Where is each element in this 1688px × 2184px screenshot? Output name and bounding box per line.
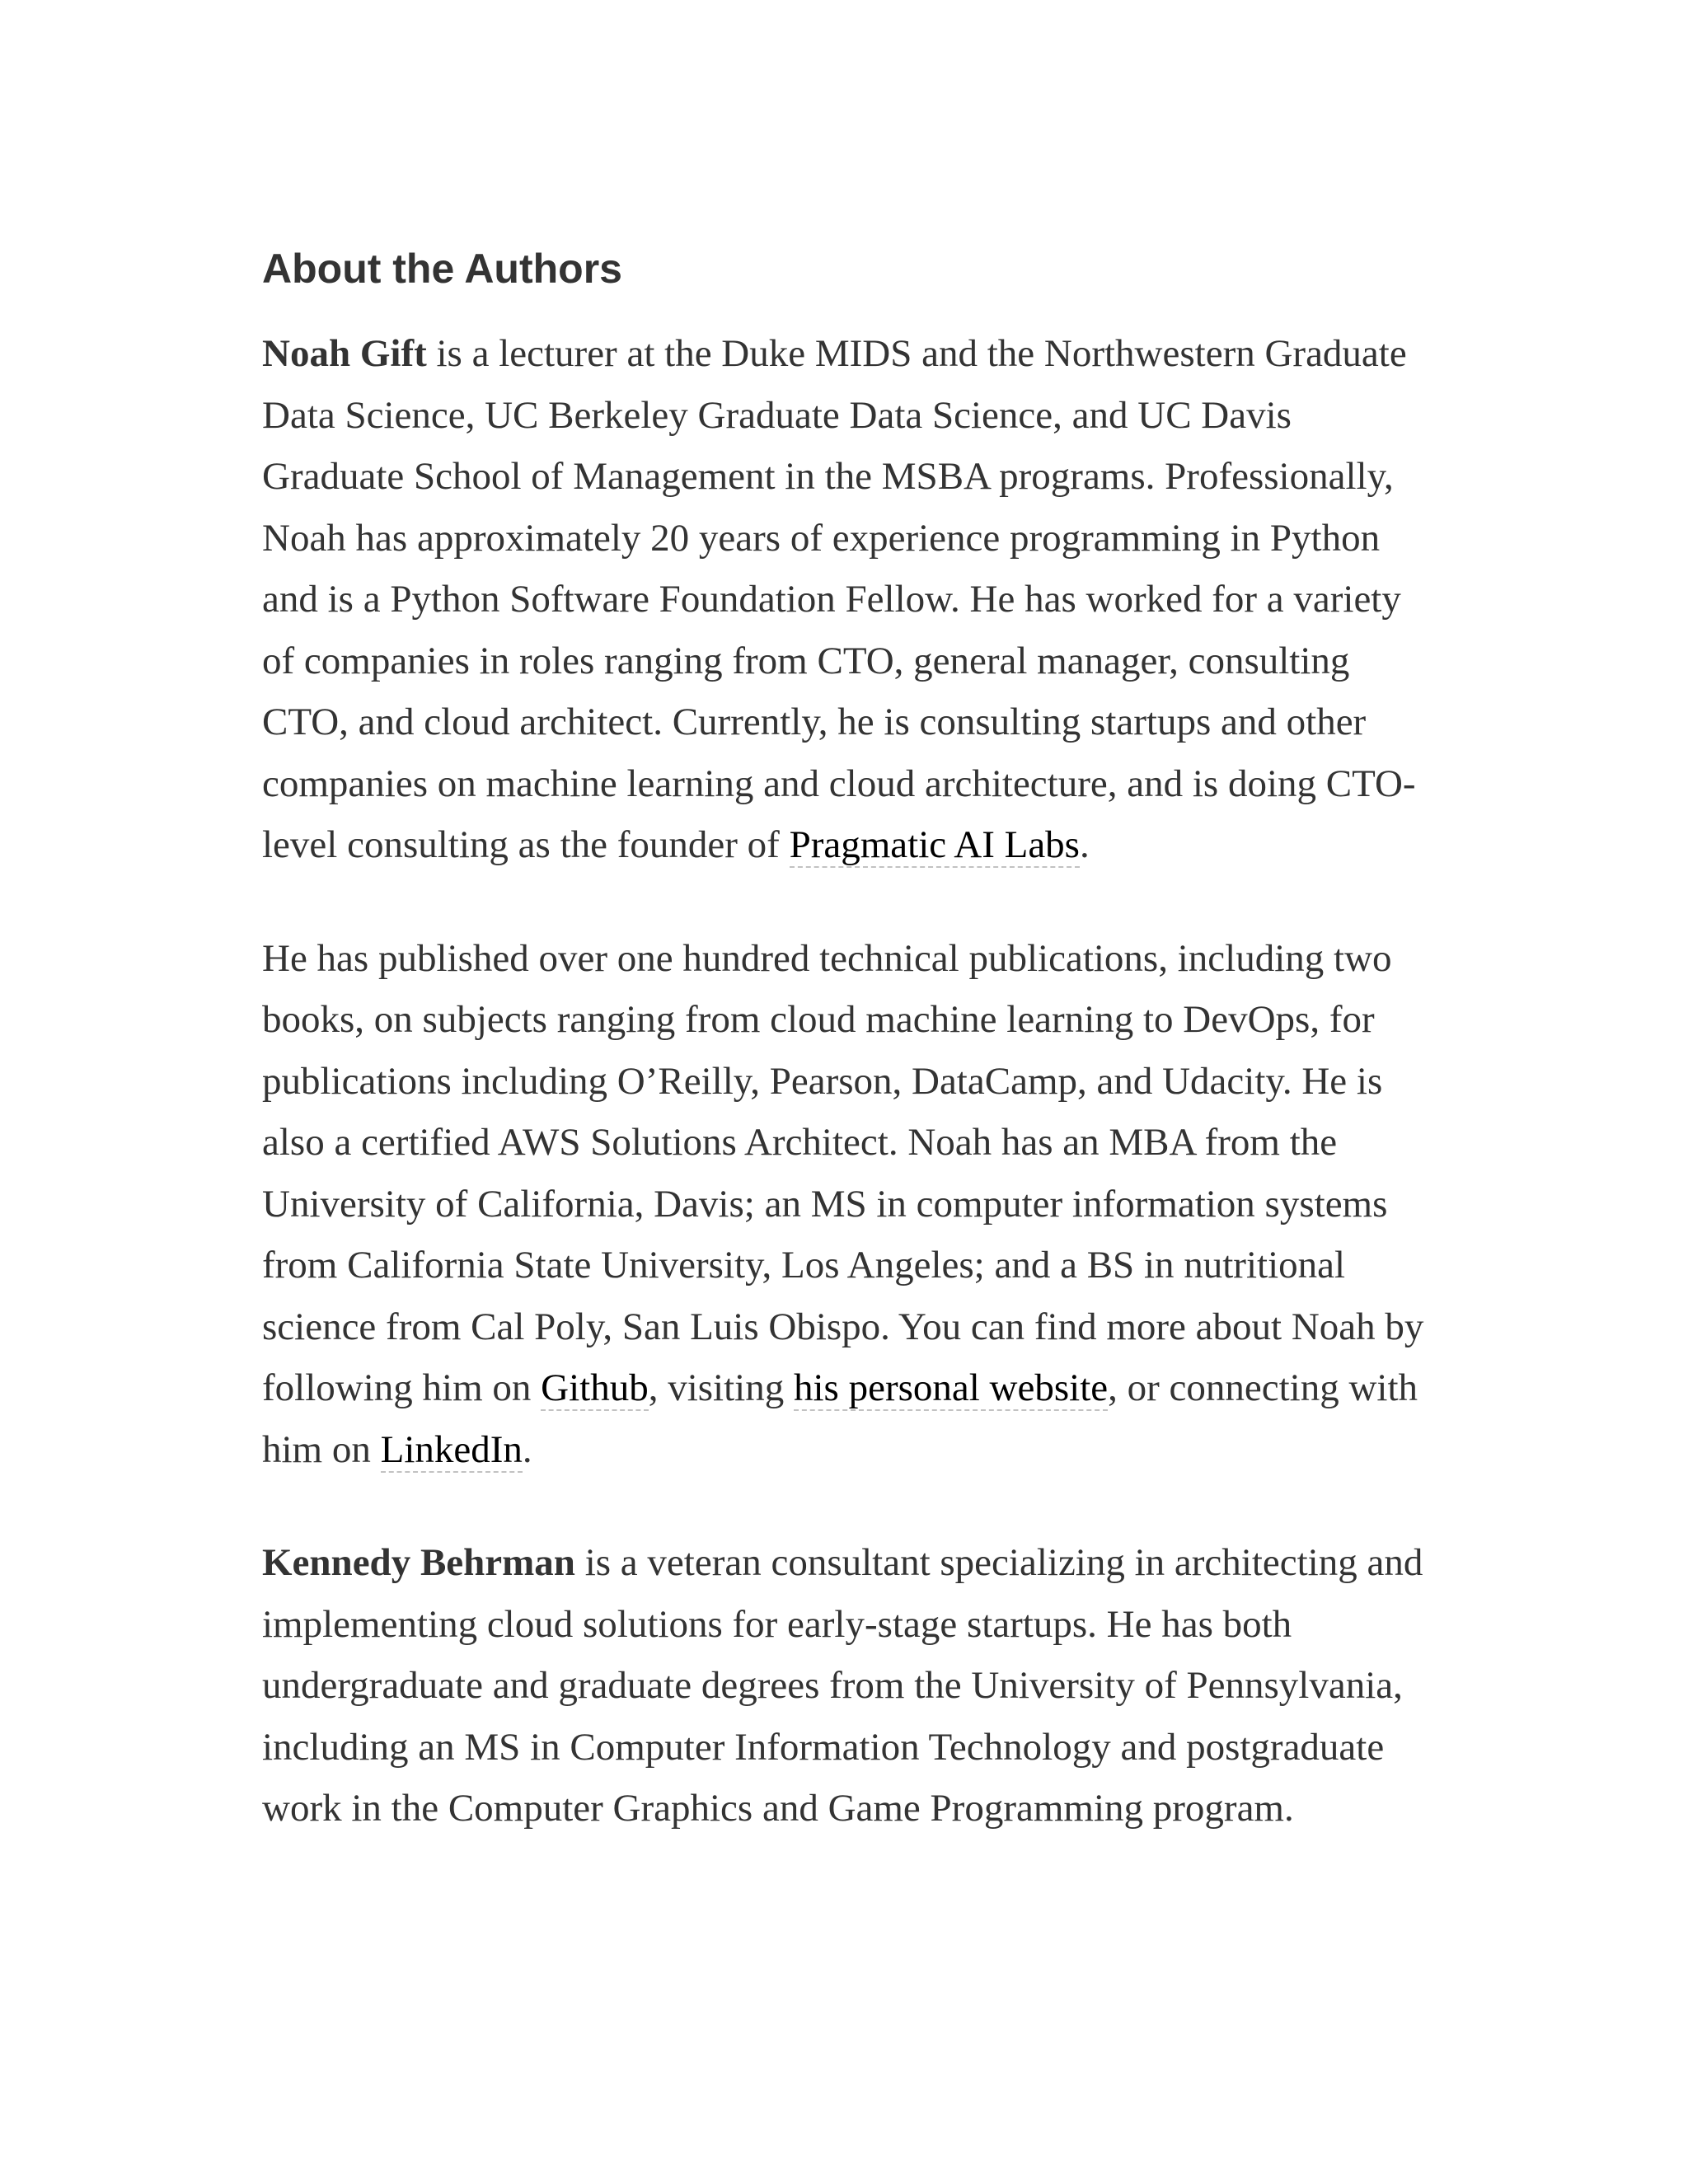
separator-text-2: , or connecting with him on (262, 1366, 1418, 1471)
kennedy-bio-text: is a veteran consultant specializing in architecting and implementing cloud solutions for early-stage startups. He has both undergraduate and graduate degrees from the University of Pennsylvania, including an MS in Computer Information Technology and postgraduate work in the Computer Graphics and Game Programming program. (262, 1541, 1423, 1830)
noah-publications-paragraph (262, 928, 1432, 1481)
author-name-noah: Noah Gift (262, 332, 427, 375)
pragmatic-ai-labs-link[interactable]: Pragmatic AI Labs (789, 823, 1080, 866)
github-link[interactable]: Github (541, 1366, 649, 1409)
linkedin-link[interactable]: LinkedIn (380, 1427, 523, 1471)
noah-bio-paragraph (262, 323, 1432, 876)
page-title: About the Authors (262, 246, 622, 292)
author-name-kennedy: Kennedy Behrman (262, 1541, 575, 1584)
noah-publications-text: He has published over one hundred technical publications, including two books, on subjects ranging from cloud machine learning to DevOps, for publications including O’Reilly, Pearson, DataCamp, and Udacity. He is also a certified AWS Solutions Architect. Noah has an MBA from the University of California, Davis; an MS in computer information systems from California State University, Los Angeles; and a BS in nutritional science from Cal Poly, San Luis Obispo. You can find more about Noah by following him on (262, 936, 1424, 1409)
personal-website-link[interactable]: his personal website (793, 1366, 1109, 1409)
kennedy-bio-paragraph (262, 1532, 1432, 1840)
noah-bio-end: . (1079, 823, 1090, 866)
separator-text-1: , visiting (648, 1366, 794, 1409)
about-authors-section (262, 244, 1432, 1891)
noah-publications-end: . (522, 1427, 532, 1471)
noah-bio-text: is a lecturer at the Duke MIDS and the Northwestern Graduate Data Science, UC Berkeley Graduate Data Science, and UC Davis Graduate School of Management in the MSBA programs. Professionally, Noah has approximately 20 years of experience programming in Python and is a Python Software Foundation Fellow. He has worked for a variety of companies in roles ranging from CTO, general manager, consulting CTO, and cloud architect. Currently, he is consulting startups and other companies on machine learning and cloud architecture, and is doing CTO-level consulting as the founder of (262, 332, 1416, 866)
